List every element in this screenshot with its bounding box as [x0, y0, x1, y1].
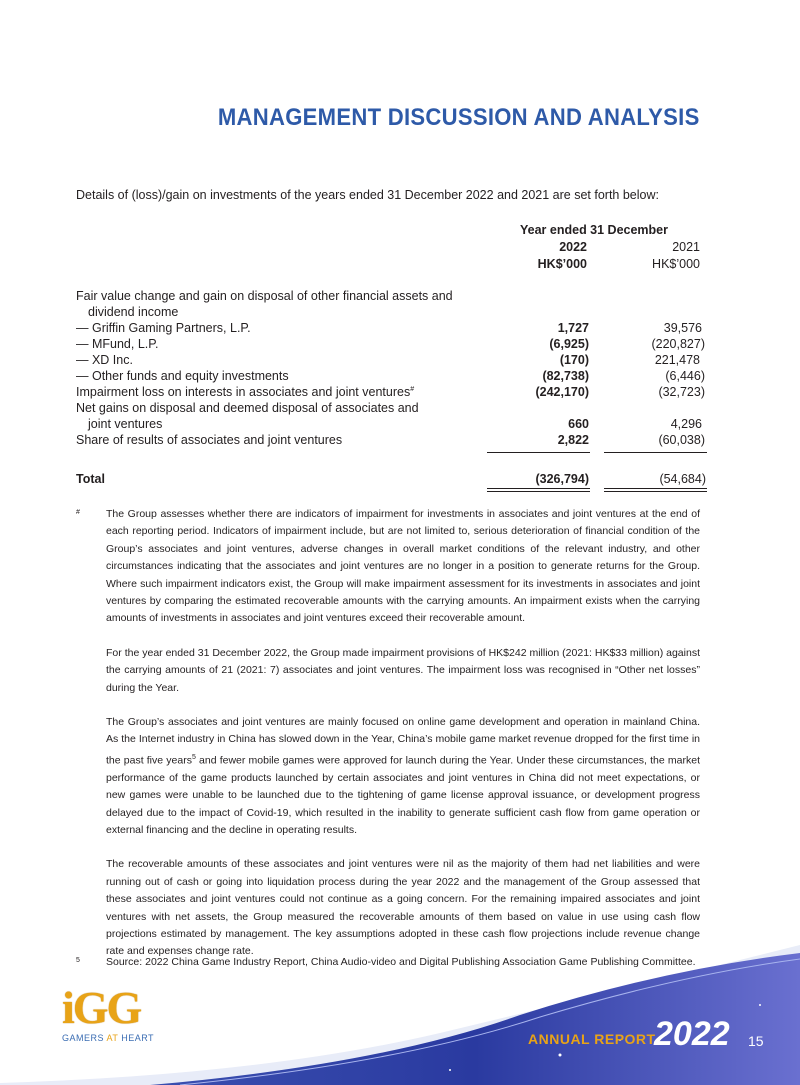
impairment-note-symbol: #	[76, 509, 80, 516]
row-total-2022: (326,794)	[535, 472, 589, 486]
row-label-net-gains: Net gains on disposal and deemed disposal of associates and	[76, 401, 419, 415]
note-paragraph-3	[106, 714, 700, 839]
row-griffin-2021: 39,576	[663, 321, 702, 335]
row-impairment-2022: (242,170)	[535, 385, 589, 399]
note-paragraph-2: For the year ended 31 December 2022, the Group made impairment provisions of HK$242 million (2021: HK$33 million) against the carrying amounts of 21 (2021: 7) associates and joint ventures. The impairment loss was recognised in “Other net losses” during the Year.	[106, 646, 700, 694]
impairment-note	[76, 506, 700, 978]
col-2021-header: 2021	[672, 240, 700, 254]
total-double-rule-2021-a	[604, 488, 707, 489]
row-label-net-gains-line2: joint ventures	[88, 417, 163, 431]
note-paragraph-4: The recoverable amounts of these associates and joint ventures were nil as the majority of them had net liabilities and were running out of cash or going into liquidation process during the year 2022 and the management of the Group assessed that these associates and joint ventures could not continue as a going concern. For the remaining impaired associates and joint ventures with net assets, the Group measured the recoverable amounts of them based on value in use using cash flow projections estimated by management. The key assumptions adopted in these cash flow projections include revenue change rate and expenses change rate.	[106, 858, 700, 958]
note-paragraph-1: The Group assesses whether there are indicators of impairment for investments in associates and joint ventures at the end of each reporting period. Indicators of impairment include, but are not limited to, serious deterioration of financial condition of the Group’s associates and joint ventures, adverse changes in overall market conditions of the relevant industry, and other circumstances indicating that the associates and joint ventures are no longer in a position to generate returns for the Group. Where such impairment indicators exist, the Group will make impairment assessment for its investments in associates and joint ventures by comparing the estimated recoverable amounts with the carrying amounts. An impairment exists when the carrying amounts of investments in associates and joint ventures exceed their recoverable amount.	[106, 508, 700, 625]
subtotal-rule-2022	[487, 452, 590, 453]
section-label-line2: dividend income	[88, 305, 179, 319]
row-xd-2022: (170)	[559, 353, 589, 367]
annual-report-label: ANNUAL REPORT	[528, 1031, 656, 1047]
total-double-rule-2022-b	[487, 491, 590, 492]
total-double-rule-2022-a	[487, 488, 590, 489]
igg-logo	[62, 982, 155, 1043]
col-2021-unit: HK$’000	[652, 257, 700, 271]
row-total-2021: (54,684)	[659, 472, 706, 486]
row-net-gains-2021: 4,296	[670, 417, 702, 431]
row-share-results-2022: 2,822	[557, 433, 589, 447]
row-label-xd: — XD Inc.	[76, 353, 133, 367]
row-label-total: Total	[76, 472, 105, 486]
subtotal-rule-2021	[604, 452, 707, 453]
row-label-other-funds: — Other funds and equity investments	[76, 369, 289, 383]
row-xd-2021: 221,478	[654, 353, 700, 367]
note-paragraph-3a: The Group’s associates and joint ventures are mainly focused on online game development and operation in mainland China. As the Internet industry in China has slowed down in the Year, China’s mobile game market revenue dropped for the first time in the past five years	[106, 716, 700, 767]
row-impairment-2021: (32,723)	[658, 385, 705, 399]
footnote-5-reference: 5	[191, 753, 196, 761]
col-2022-header: 2022	[559, 240, 587, 254]
page-title: MANAGEMENT DISCUSSION AND ANALYSIS	[218, 104, 700, 131]
note-paragraph-3b: and fewer mobile games were approved for launch during the Year. Under these circumstances, the market performance of the game products launched by certain associates and joint ventures in China did not meet expectations, or new games were unable to be launched due to the tightening of game license approval issuance, or development progress delayed due to the impact of Covid-19, which resulted in the inability to generate sufficient cash flow from game operation or external financing and the decline in operating results.	[106, 754, 700, 836]
row-other-funds-2022: (82,738)	[542, 369, 589, 383]
row-label-mfund: — MFund, L.P.	[76, 337, 159, 351]
row-label-share-results: Share of results of associates and joint ventures	[76, 433, 343, 447]
col-2022-unit: HK$’000	[537, 257, 587, 271]
row-mfund-2022: (6,925)	[549, 337, 589, 351]
row-mfund-2021: (220,827)	[651, 337, 705, 351]
impairment-note-mark: #	[410, 385, 415, 393]
igg-logo-mark: iGG	[62, 982, 141, 1033]
impairment-label-text: Impairment loss on interests in associates and joint ventures	[76, 385, 411, 399]
intro-text: Details of (loss)/gain on investments of the years ended 31 December 2022 and 2021 are set forth below:	[76, 188, 659, 202]
row-griffin-2022: 1,727	[557, 321, 589, 335]
igg-logo-tagline	[62, 1033, 154, 1043]
row-net-gains-2022: 660	[568, 417, 589, 431]
year-group-header: Year ended 31 December	[520, 223, 668, 237]
footnote-5-symbol: 5	[76, 957, 80, 964]
total-double-rule-2021-b	[604, 491, 707, 492]
tagline-part-1: GAMERS	[62, 1033, 107, 1043]
tagline-part-3: HEART	[118, 1033, 155, 1043]
row-other-funds-2021: (6,446)	[665, 369, 705, 383]
row-label-griffin: — Griffin Gaming Partners, L.P.	[76, 321, 251, 335]
footnote-5-text: Source: 2022 China Game Industry Report, China Audio-video and Digital Publishing Association Game Publishing Committee.	[106, 956, 696, 968]
tagline-part-2: AT	[106, 1033, 119, 1043]
page-number: 15	[748, 1033, 764, 1049]
row-label-impairment	[76, 385, 414, 399]
section-label-line1: Fair value change and gain on disposal of other financial assets and	[76, 289, 453, 303]
report-year: 2022	[654, 1015, 730, 1053]
row-share-results-2021: (60,038)	[658, 433, 705, 447]
